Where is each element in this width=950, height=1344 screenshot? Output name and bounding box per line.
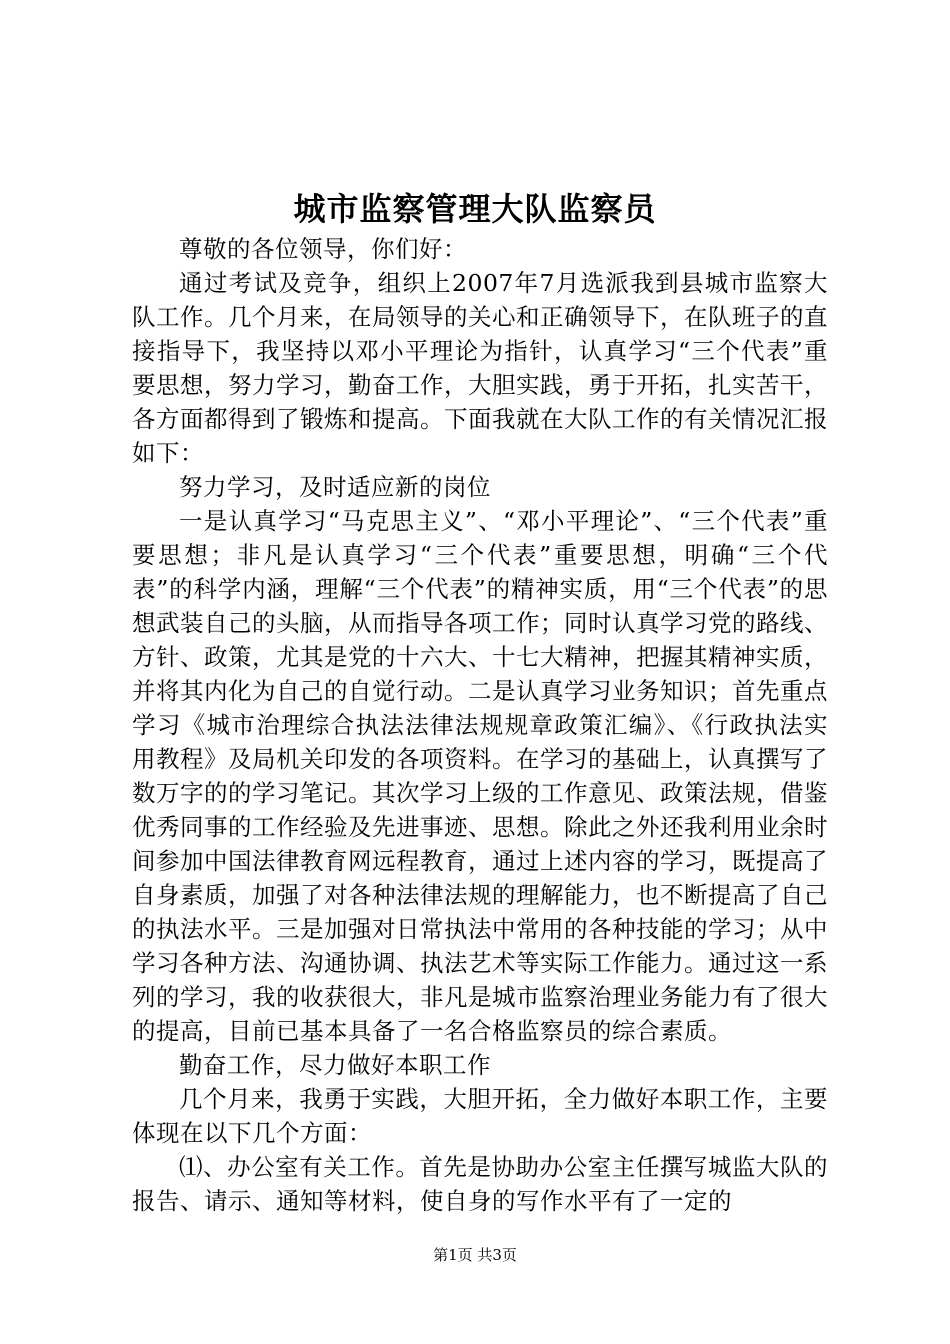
page-footer: 第1页 共3页 xyxy=(433,1246,517,1264)
paragraph-study-details: 一是认真学习“马克思主义”、“邓小平理论”、“三个代表”重要思想；非凡是认真学习“三个代表”重要思想，明确“三个代表”的科学内涵，理解“三个代表”的精神实质，用“三个代表”的思想武装自己的头脑，从而指导各项工作；同时认真学习党的路线、方针、政策，尤其是党的十六大、十七大精神，把握其精神实质，并将其内化为自己的自觉行动。二是认真学习业务知识；首先重点学习《城市治理综合执法法律法规规章政策汇编》、《行政执法实用教程》及局机关印发的各项资料。在学习的基础上，认真撰写了数万字的的学习笔记。其次学习上级的工作意见、政策法规，借鉴优秀同事的工作经验及先进事迹、思想。除此之外还我利用业余时间参加中国法律教育网远程教育，通过上述内容的学习，既提高了自身素质，加强了对各种法律法规的理解能力，也不断提高了自己的执法水平。三是加强对日常执法中常用的各种技能的学习；从中学习各种方法、沟通协调、执法艺术等实际工作能力。通过这一系列的学习，我的收获很大，非凡是城市监察治理业务能力有了很大的提高，目前已基本具备了一名合格监察员的综合素质。 xyxy=(132,507,828,1045)
paragraph-intro: 通过考试及竞争，组织上2007年7月选派我到县城市监察大队工作。几个月来，在局领导的关心和正确领导下，在队班子的直接指导下，我坚持以邓小平理论为指针，认真学习“三个代表”重要思想，努力学习，勤奋工作，大胆实践，勇于开拓，扎实苦干，各方面都得到了锻炼和提高。下面我就在大队工作的有关情况汇报如下： xyxy=(132,269,828,467)
section-heading-study: 努力学习，及时适应新的岗位 xyxy=(179,473,491,501)
paragraph-work-intro: 几个月来，我勇于实践，大胆开拓，全力做好本职工作，主要体现在以下几个方面： xyxy=(132,1085,828,1147)
paragraph-office-work: ⑴、办公室有关工作。首先是协助办公室主任撰写城监大队的报告、请示、通知等材料，使自身的写作水平有了一定的 xyxy=(132,1153,828,1215)
document-title: 城市监察管理大队监察员 xyxy=(293,190,657,228)
section-heading-work: 勤奋工作，尽力做好本职工作 xyxy=(179,1051,491,1079)
paragraph-greeting: 尊敬的各位领导，你们好： xyxy=(179,235,467,263)
document-body xyxy=(132,232,828,1218)
